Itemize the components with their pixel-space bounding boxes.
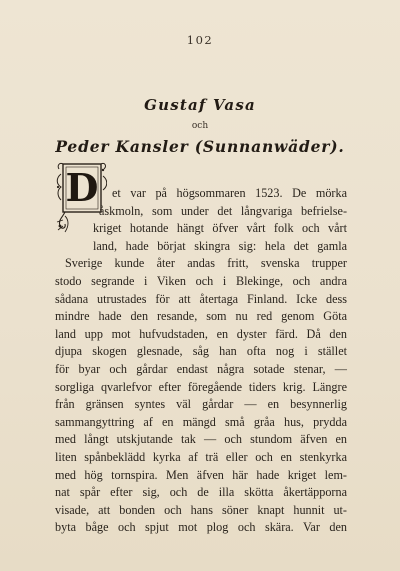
- text-line: sorgliga qvarlefvor efter föregående tiders krig. Längre: [55, 379, 347, 394]
- chapter-title-line-2: Peder Kansler (Sunnanwäder).: [55, 137, 345, 156]
- text-line: för byar och gårdar endast några sotade stenar, —: [55, 361, 347, 376]
- text-line: djupa skogen glesnade, såg han ofta nog i stället: [55, 344, 347, 359]
- chapter-title-line-1: Gustaf Vasa: [144, 96, 256, 114]
- text-line: med långt utskjutande tak — och stundom äfven en: [55, 432, 347, 447]
- text-line: med hög tornspira. Men äfven här hade kriget lem-: [55, 467, 347, 482]
- text-line: från gränsen syntes väl gårdar — en besynnerlig: [55, 397, 347, 412]
- body-text: [55, 185, 347, 537]
- text-line: kriget hotande hängt öfver vårt folk och vårt: [93, 221, 347, 236]
- text-line: land, hade börjat skingra sig: hela det gamla: [93, 238, 347, 253]
- chapter-title-connector: och: [191, 121, 209, 131]
- text-line: sammangyttring af en mängd små gråa hus, prydda: [55, 414, 347, 429]
- text-line: mindre hade den resande, som nu red genom Göta: [55, 309, 347, 324]
- drop-cap-letter: D: [65, 165, 99, 210]
- text-line: sådana utrustades för att återtaga Finland. Icke dess: [55, 291, 347, 306]
- page-number: 102: [186, 33, 214, 47]
- text-line: nat spår efter sig, och de illa skötta åkertäpporna: [55, 485, 347, 500]
- text-line: land upp mot hufvudstaden, en dyster färd. Då den: [55, 326, 347, 341]
- text-line: et var på högsommaren 1523. De mörka: [112, 186, 347, 200]
- text-line: liten spånbeklädd kyrka af trä eller och en stenkyrka: [55, 449, 347, 464]
- text-line: Sverige kunde åter andas fritt, svenska trupper: [65, 256, 347, 271]
- text-line: åskmoln, som under det långvariga befrielse-: [99, 203, 347, 218]
- text-line: byta båge och spjut mot plog och skära. Var den: [55, 520, 347, 535]
- text-line: stodo segrande i Viken och i Blekinge, och andra: [55, 273, 347, 288]
- text-line: visade, att bonden och hans söner knapt hunnit ut-: [55, 502, 347, 517]
